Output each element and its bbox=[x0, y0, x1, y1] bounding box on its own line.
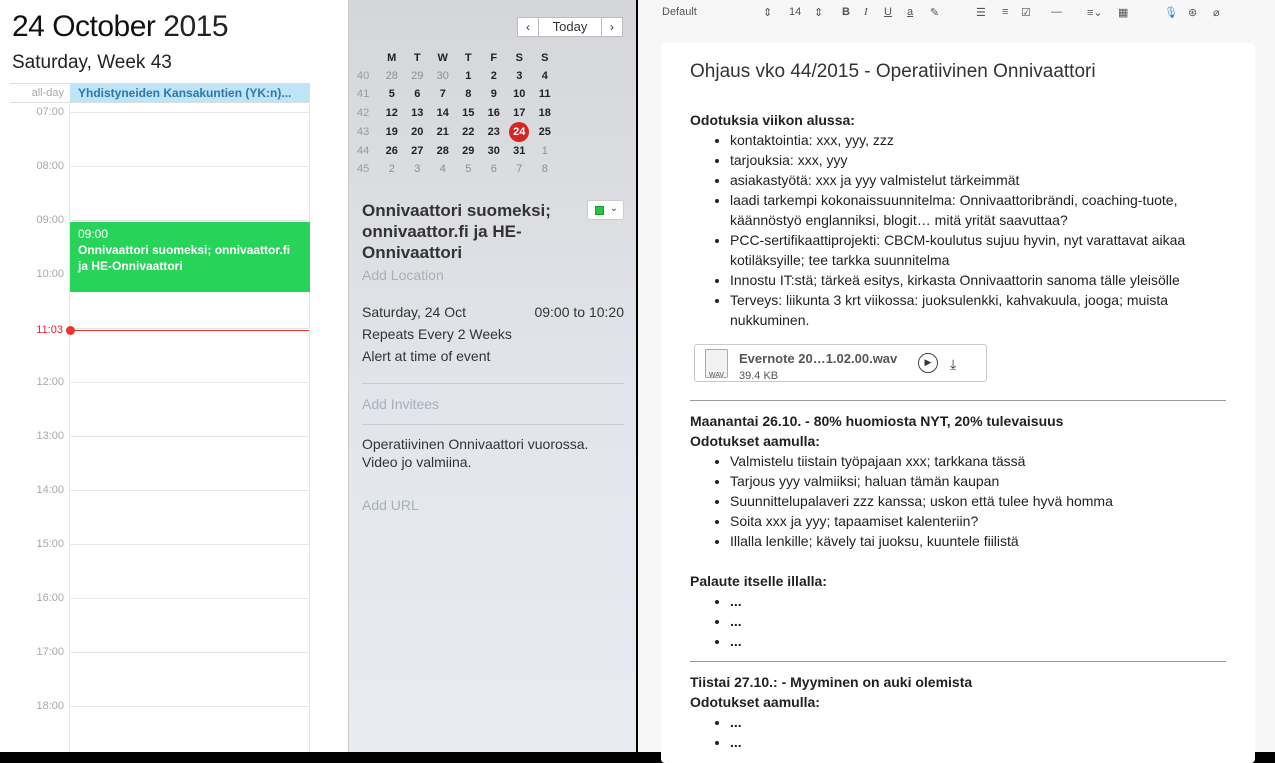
list-item: • PCC-sertifikaattiprojekti: CBCM-koulutus sujuu hyvin, nyt varattavat aikaa kotiläksyille; tee tarkka suunnitelma bbox=[730, 230, 1230, 270]
font-size-select[interactable]: 14 bbox=[789, 6, 802, 18]
list-item: • laadi tarkempi kokonaissuunnitelma: Onnivaattoribrändi, coaching-tuote, käännöstyö englanniksi, blogit… mitä yrität saavuttaa? bbox=[730, 190, 1230, 230]
mini-cal-day[interactable]: 9 bbox=[490, 88, 497, 101]
mini-cal-day[interactable]: 3 bbox=[414, 163, 421, 176]
add-invitees-field[interactable]: Add Invitees bbox=[362, 396, 440, 412]
hour-line bbox=[70, 112, 309, 113]
hour-label: 10:00 bbox=[36, 268, 64, 280]
hour-label: 08:00 bbox=[36, 160, 64, 172]
today-button[interactable]: Today bbox=[539, 17, 601, 37]
attachment-name: Evernote 20…1.02.00.wav bbox=[739, 351, 898, 366]
mini-calendar bbox=[357, 49, 558, 178]
mini-cal-day[interactable]: 28 bbox=[385, 70, 398, 83]
mini-cal-day[interactable]: 10 bbox=[513, 88, 526, 101]
note-title[interactable]: Ohjaus vko 44/2015 - Operatiivinen Onnivaattori bbox=[690, 61, 1096, 82]
current-time-dot bbox=[66, 326, 75, 335]
hour-line bbox=[70, 598, 309, 599]
mini-cal-day[interactable]: 2 bbox=[490, 70, 497, 83]
list-item: • ... bbox=[730, 591, 1230, 611]
mini-cal-day[interactable]: 8 bbox=[465, 88, 472, 101]
wav-file-icon: WAV bbox=[705, 349, 728, 378]
calendar-day-view bbox=[0, 0, 348, 752]
mini-cal-day[interactable]: 31 bbox=[513, 144, 526, 157]
hour-line bbox=[70, 166, 309, 167]
list-item: • Terveys: liikunta 3 krt viikossa: juoksulenkki, kahvakuula, jooga; muista nukkuminen. bbox=[730, 290, 1230, 330]
note-body[interactable] bbox=[661, 43, 1255, 763]
mini-cal-day[interactable]: 3 bbox=[516, 70, 523, 83]
mini-cal-day[interactable]: 21 bbox=[436, 125, 449, 138]
divider bbox=[362, 383, 624, 384]
hour-line bbox=[70, 436, 309, 437]
hour-label: 16:00 bbox=[36, 592, 64, 604]
section-heading: Tiistai 27.10.: - Myyminen on auki olemista bbox=[690, 674, 973, 690]
mini-cal-day[interactable]: 5 bbox=[388, 88, 395, 101]
weekday-header: F bbox=[490, 52, 498, 65]
mini-cal-day[interactable]: 7 bbox=[516, 163, 523, 176]
hour-line bbox=[70, 382, 309, 383]
hour-label: 13:00 bbox=[36, 430, 64, 442]
hour-label: 09:00 bbox=[36, 214, 64, 226]
mini-cal-day[interactable]: 6 bbox=[490, 163, 497, 176]
hour-line bbox=[70, 220, 309, 221]
chevron-down-icon: ⌄ bbox=[609, 203, 618, 214]
hour-line bbox=[70, 490, 309, 491]
weekday-header: W bbox=[437, 52, 448, 65]
week-number: 43 bbox=[357, 125, 370, 138]
hour-label: 18:00 bbox=[36, 700, 64, 712]
mini-cal-day[interactable]: 20 bbox=[411, 125, 424, 138]
list-item: • kontaktointia: xxx, yyy, zzz bbox=[730, 130, 1230, 150]
mini-cal-day[interactable]: 5 bbox=[465, 163, 472, 176]
bullet-list bbox=[730, 591, 1230, 651]
mini-cal-day[interactable]: 16 bbox=[487, 106, 500, 119]
mini-cal-day[interactable]: 12 bbox=[385, 106, 398, 119]
mini-cal-day[interactable]: 11 bbox=[538, 88, 551, 101]
hour-line bbox=[70, 544, 309, 545]
hour-line bbox=[70, 328, 309, 329]
event-notes[interactable]: Operatiivinen Onnivaattori vuorossa. Video jo valmiina. bbox=[362, 436, 589, 470]
mini-cal-day[interactable]: 6 bbox=[414, 88, 421, 101]
calendar-sidebar bbox=[348, 0, 636, 752]
mini-cal-day[interactable]: 14 bbox=[436, 106, 449, 119]
week-header-spacer bbox=[357, 49, 379, 67]
bold-icon[interactable]: B bbox=[842, 6, 850, 18]
audio-attachment[interactable] bbox=[694, 344, 987, 382]
list-item: • Valmistelu tiistain työpajaan xxx; tarkkana tässä bbox=[730, 451, 1230, 471]
mini-cal-day[interactable]: 13 bbox=[411, 106, 424, 119]
add-url-field[interactable]: Add URL bbox=[362, 497, 419, 513]
mini-cal-day[interactable]: 26 bbox=[385, 144, 398, 157]
list-item: • Soita xxx ja yyy; tapaamiset kalenteriin? bbox=[730, 511, 1230, 531]
hour-line bbox=[70, 706, 309, 707]
event-inspector bbox=[362, 200, 624, 513]
mini-cal-day[interactable]: 17 bbox=[513, 106, 526, 119]
alert-setting[interactable]: Alert at time of event bbox=[362, 348, 491, 364]
mini-cal-day[interactable]: 2 bbox=[388, 163, 395, 176]
week-number: 44 bbox=[357, 144, 370, 157]
font-select[interactable]: Default bbox=[662, 6, 697, 18]
mini-cal-day[interactable]: 29 bbox=[462, 144, 475, 157]
checkbox-icon[interactable]: ☑ bbox=[1021, 7, 1031, 19]
mini-cal-day[interactable]: 29 bbox=[411, 70, 424, 83]
mini-cal-day[interactable]: 1 bbox=[541, 144, 548, 157]
horizontal-rule bbox=[690, 400, 1226, 401]
paperclip-icon[interactable]: ⌀ bbox=[1213, 7, 1220, 19]
bullet-list bbox=[730, 130, 1230, 330]
microphone-icon[interactable]: 🎙︎ bbox=[1164, 7, 1178, 19]
weekday-header: T bbox=[464, 52, 472, 65]
section-heading: Maanantai 26.10. - 80% huomiosta NYT, 20% tulevaisuus bbox=[690, 413, 1064, 429]
list-item: • ... bbox=[730, 611, 1230, 631]
list-item: • asiakastyötä: xxx ja yyy valmistelut tärkeimmät bbox=[730, 170, 1230, 190]
weekday-header: T bbox=[413, 52, 421, 65]
attachment-size: 39.4 KB bbox=[739, 370, 779, 382]
date-year: 2015 bbox=[163, 10, 229, 43]
list-item: • ... bbox=[730, 631, 1230, 651]
allday-row bbox=[10, 83, 310, 103]
weekday-header: S bbox=[541, 52, 549, 65]
section-heading: Odotuksia viikon alussa: bbox=[690, 112, 855, 128]
prev-button[interactable]: ‹ bbox=[517, 17, 539, 37]
today-marker: 24 bbox=[509, 122, 529, 142]
event-time-range: 09:00 to 10:20 bbox=[534, 304, 624, 320]
next-button[interactable]: › bbox=[601, 17, 623, 37]
mini-cal-day[interactable]: 4 bbox=[439, 163, 446, 176]
mini-cal-day[interactable]: 30 bbox=[487, 144, 500, 157]
list-item: • ... bbox=[730, 732, 1230, 752]
italic-icon[interactable]: I bbox=[864, 6, 868, 18]
mini-cal-day[interactable]: 4 bbox=[541, 70, 548, 83]
chevron-updown-icon[interactable]: ⇕ bbox=[814, 7, 824, 19]
mini-cal-day[interactable]: 1 bbox=[465, 70, 472, 83]
note-editor bbox=[638, 0, 1275, 752]
list-item: • Suunnittelupalaveri zzz kanssa; uskon että tulee hyvä homma bbox=[730, 491, 1230, 511]
calendar-event[interactable] bbox=[70, 222, 310, 292]
mini-cal-day[interactable]: 22 bbox=[462, 125, 475, 138]
mini-cal-day[interactable]: 18 bbox=[538, 106, 551, 119]
share-icon[interactable]: ⊛ bbox=[1188, 7, 1198, 19]
mini-cal-day[interactable]: 28 bbox=[436, 144, 449, 157]
mini-cal-day[interactable]: 27 bbox=[411, 144, 424, 157]
allday-label: all-day bbox=[31, 87, 64, 99]
event-date: Saturday, 24 Oct bbox=[362, 304, 467, 320]
list-item: • Illalla lenkille; kävely tai juoksu, kuuntele fiilistä bbox=[730, 531, 1230, 551]
week-number: 45 bbox=[357, 163, 370, 176]
note-content[interactable] bbox=[690, 110, 1230, 752]
mini-cal-day[interactable]: 8 bbox=[541, 163, 548, 176]
subheading: Palaute itselle illalla: bbox=[690, 573, 827, 589]
event-title-field[interactable]: Onnivaattori suomeksi; onnivaattor.fi ja HE-Onnivaattori bbox=[362, 201, 551, 262]
list-item: • tarjouksia: xxx, yyy bbox=[730, 150, 1230, 170]
grid-divider bbox=[69, 104, 70, 752]
table-icon[interactable]: ▦ bbox=[1118, 7, 1129, 19]
allday-event[interactable]: Yhdistyneiden Kansakuntien (YK:n)... bbox=[70, 84, 310, 102]
hour-label: 07:00 bbox=[36, 106, 64, 118]
event-title: Onnivaattori suomeksi; onnivaattor.fi ja HE-Onnivaattori bbox=[78, 243, 291, 273]
hour-line bbox=[70, 652, 309, 653]
mini-cal-day[interactable]: 19 bbox=[385, 125, 398, 138]
numbered-list-icon[interactable]: ≡ bbox=[1002, 6, 1009, 18]
list-item: • Tarjous yyy valmiiksi; haluan tämän kaupan bbox=[730, 471, 1230, 491]
horizontal-rule bbox=[690, 661, 1226, 662]
horizontal-rule-icon[interactable]: — bbox=[1051, 6, 1062, 18]
format-toolbar bbox=[638, 0, 1275, 28]
week-number: 40 bbox=[357, 70, 370, 83]
date-navigation bbox=[517, 17, 623, 37]
weekday-header: S bbox=[515, 52, 523, 65]
week-number: 42 bbox=[357, 106, 370, 119]
bullet-list bbox=[730, 712, 1230, 752]
repeat-setting[interactable]: Repeats Every 2 Weeks bbox=[362, 326, 512, 342]
bullet-list-icon[interactable]: ☰ bbox=[976, 7, 986, 19]
add-location-field[interactable]: Add Location bbox=[362, 267, 444, 283]
event-datetime-row[interactable] bbox=[362, 301, 624, 323]
divider bbox=[362, 424, 624, 425]
list-item: • Innostu IT:stä; tärkeä esitys, kirkasta Onnivaattorin sanoma tälle yleisölle bbox=[730, 270, 1230, 290]
subheading: Odotukset aamulla: bbox=[690, 694, 820, 710]
mini-cal-day[interactable]: 25 bbox=[538, 125, 551, 138]
current-time-line bbox=[70, 330, 309, 331]
subheading: Odotukset aamulla: bbox=[690, 433, 820, 449]
download-icon[interactable]: ⤓ bbox=[950, 356, 957, 372]
mini-cal-day[interactable]: 23 bbox=[487, 125, 500, 138]
week-number: 41 bbox=[357, 88, 370, 101]
mini-cal-day[interactable]: 15 bbox=[462, 106, 475, 119]
list-item: • ... bbox=[730, 712, 1230, 732]
day-header bbox=[12, 10, 228, 44]
date-main: 24 October bbox=[12, 10, 156, 43]
hour-label: 14:00 bbox=[36, 484, 64, 496]
underline-icon[interactable]: U bbox=[884, 6, 892, 18]
play-icon[interactable]: ▶ bbox=[918, 353, 938, 373]
mini-cal-day[interactable]: 30 bbox=[436, 70, 449, 83]
current-time-label: 11:03 bbox=[36, 324, 63, 336]
hour-grid[interactable] bbox=[0, 104, 310, 752]
mini-cal-today[interactable] bbox=[507, 122, 533, 142]
bullet-list bbox=[730, 451, 1230, 551]
calendar-color-picker[interactable] bbox=[587, 200, 624, 220]
hour-label: 12:00 bbox=[36, 376, 64, 388]
hour-label: 15:00 bbox=[36, 538, 64, 550]
mini-cal-day[interactable]: 7 bbox=[439, 88, 446, 101]
text-color-icon[interactable]: a bbox=[907, 6, 914, 18]
day-subtitle: Saturday, Week 43 bbox=[12, 52, 172, 73]
color-swatch bbox=[595, 206, 604, 215]
align-icon[interactable]: ≡⌄ bbox=[1087, 7, 1103, 19]
chevron-updown-icon[interactable]: ⇕ bbox=[763, 7, 773, 19]
weekday-header: M bbox=[387, 52, 397, 65]
event-time: 09:00 bbox=[78, 227, 109, 241]
highlight-icon[interactable]: ✎ bbox=[930, 7, 940, 19]
hour-label: 17:00 bbox=[36, 646, 64, 658]
